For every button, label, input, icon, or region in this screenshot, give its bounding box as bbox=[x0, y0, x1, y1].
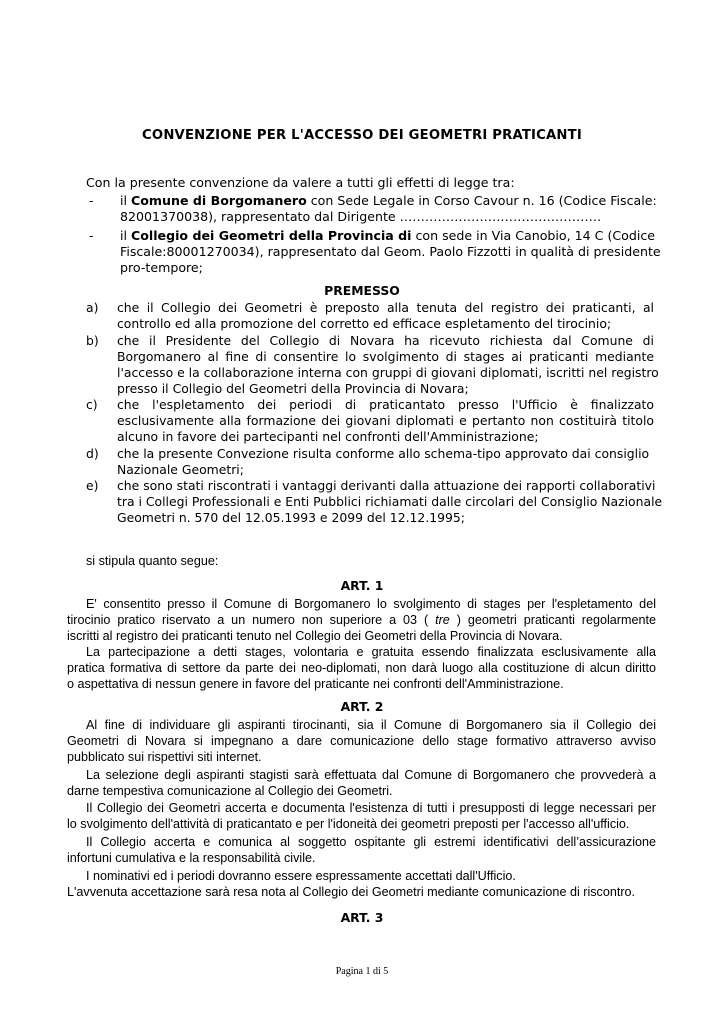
party-comune-line-2: 82001370038), rappresentato dal Dirigente ………………………………………… bbox=[120, 209, 602, 224]
party-comune-line: il Comune di Borgomanero con Sede Legale in Corso Cavour n. 16 (Codice Fiscale: bbox=[120, 193, 657, 208]
art2-p5: I nominativi ed i periodi dovranno essere espressamente accettati dall'Ufficio. bbox=[86, 869, 516, 883]
premesso-line: che l'espletamento dei periodi di praticantato presso l'Ufficio è finalizzato bbox=[117, 397, 654, 412]
art1-p1-line: tirocinio pratico riservato a un numero non superiore a 03 ( tre ) geometri praticanti regolarmente bbox=[67, 613, 656, 627]
premesso-marker: c) bbox=[86, 397, 98, 412]
party-dash: - bbox=[89, 228, 94, 243]
document-title: CONVENZIONE PER L'ACCESSO DEI GEOMETRI PRATICANTI bbox=[142, 128, 582, 143]
party-collegio-name: Collegio dei Geometri della Provincia di bbox=[131, 228, 412, 243]
premesso-line: l'accesso e la collaborazione interna con gruppi di giovani diplomati, iscritti nel registro bbox=[117, 365, 659, 380]
intro-text: Con la presente convenzione da valere a tutti gli effetti di legge tra: bbox=[86, 175, 515, 190]
party-comune-name: Comune di Borgomanero bbox=[131, 193, 307, 208]
art2-p4-line: infortuni cumulativa e la responsabilità civile. bbox=[67, 851, 316, 865]
premesso-marker: d) bbox=[86, 446, 99, 461]
premesso-line: che il Collegio dei Geometri è preposto alla tenuta del registro dei praticanti, al bbox=[117, 300, 654, 315]
party-dash: - bbox=[89, 193, 94, 208]
premesso-line: tra i Collegi Professionali e Enti Pubblici richiamati dalle circolari del Consiglio Nazionale bbox=[117, 494, 663, 509]
premesso-line: che la presente Convezione risulta conforme allo schema-tipo approvato dai consiglio bbox=[117, 446, 650, 461]
premesso-line: che sono stati riscontrati i vantaggi derivanti dalla attuazione dei rapporti collaborativi bbox=[117, 478, 656, 493]
art2-p3-line: Il Collegio dei Geometri accerta e documenta l'esistenza di tutti i presupposti di legge necessari per bbox=[86, 801, 656, 815]
premesso-marker: b) bbox=[86, 333, 99, 348]
art2-p2-line: darne tempestiva comunicazione al Collegio dei Geometri. bbox=[67, 784, 393, 798]
art1-p2-line: La partecipazione a detti stages, volontaria e gratuita essendo finalizzata esclusivamente alla bbox=[86, 645, 656, 659]
premesso-line: presso il Collegio del Geometri della Provincia di Novara; bbox=[117, 381, 469, 396]
art2-p1-line: Al fine di individuare gli aspiranti tirocinanti, sia il Comune di Borgomanero sia il Collegio dei bbox=[86, 718, 656, 732]
premesso-marker: a) bbox=[86, 300, 99, 315]
art2-heading: ART. 2 bbox=[340, 699, 384, 714]
premesso-heading: PREMESSO bbox=[324, 283, 400, 298]
premesso-line: esclusivamente alla formazione dei giovani diplomati e pertanto non costituirà titolo bbox=[117, 413, 654, 428]
premesso-line: Geometri n. 570 del 12.05.1993 e 2099 del 12.12.1995; bbox=[117, 510, 465, 525]
party-collegio-line: il Collegio dei Geometri della Provincia di con sede in Via Canobio, 14 C (Codice bbox=[120, 228, 656, 243]
art1-tre-italic: tre bbox=[435, 613, 450, 627]
party-collegio-line-3: pro-tempore; bbox=[120, 260, 203, 275]
stipula-text: si stipula quanto segue: bbox=[86, 554, 219, 568]
art1-p1-line: E' consentito presso il Comune di Borgomanero lo svolgimento di stages per l'espletamento del bbox=[86, 597, 656, 611]
art2-p3-line: lo svolgimento dell'attività di praticantato e per l'idoneità dei geometri preposti per l'accesso all'ufficio. bbox=[67, 817, 630, 831]
art2-p1-line: Geometri di Novara si impegnano a dare comunicazione dello stage formativo attraverso avviso bbox=[67, 734, 656, 748]
premesso-marker: e) bbox=[86, 478, 99, 493]
premesso-line: che il Presidente del Collegio di Novara ha ricevuto richiesta dal Comune di bbox=[117, 333, 654, 348]
art1-p2-line: pratica formativa di settore da parte dei neo-diplomati, non darà luogo alla costituzione di alcun diritto bbox=[67, 661, 656, 675]
art2-p4-line: Il Collegio accerta e comunica al soggetto ospitante gli estremi identificativi dell’assicurazione bbox=[86, 835, 656, 849]
art2-p1-line: pubblicato sui rispettivi siti internet. bbox=[67, 750, 262, 764]
art1-p2-line: o aspettativa di nessun genere in favore del praticante nei confronti dell'Amministrazione. bbox=[67, 677, 564, 691]
premesso-line: Borgomanero al fine di consentire lo svolgimento di stages ai praticanti mediante bbox=[117, 349, 654, 364]
premesso-line: Nazionale Geometri; bbox=[117, 462, 244, 477]
art1-heading: ART. 1 bbox=[340, 578, 384, 593]
art2-p2-line: La selezione degli aspiranti stagisti sarà effettuata dal Comune di Borgomanero che provvederà a bbox=[86, 768, 656, 782]
art1-p1-line: iscritti al registro dei praticanti tenuto nel Collegio dei Geometri della Provincia di Novara. bbox=[67, 629, 563, 643]
art3-heading: ART. 3 bbox=[340, 910, 384, 925]
art2-p6: L'avvenuta accettazione sarà resa nota al Collegio dei Geometri mediante comunicazione di riscontro. bbox=[67, 885, 636, 899]
premesso-line: alcuno in favore dei partecipanti nel confronti dell'Amministrazione; bbox=[117, 429, 539, 444]
party-collegio-line-2: Fiscale:80001270034), rappresentato dal Geom. Paolo Fizzotti in qualità di presidente bbox=[120, 244, 661, 259]
page-footer: Pagina 1 di 5 bbox=[335, 966, 389, 977]
premesso-line: controllo ed alla promozione del corretto ed efficace espletamento del tirocinio; bbox=[117, 316, 612, 331]
